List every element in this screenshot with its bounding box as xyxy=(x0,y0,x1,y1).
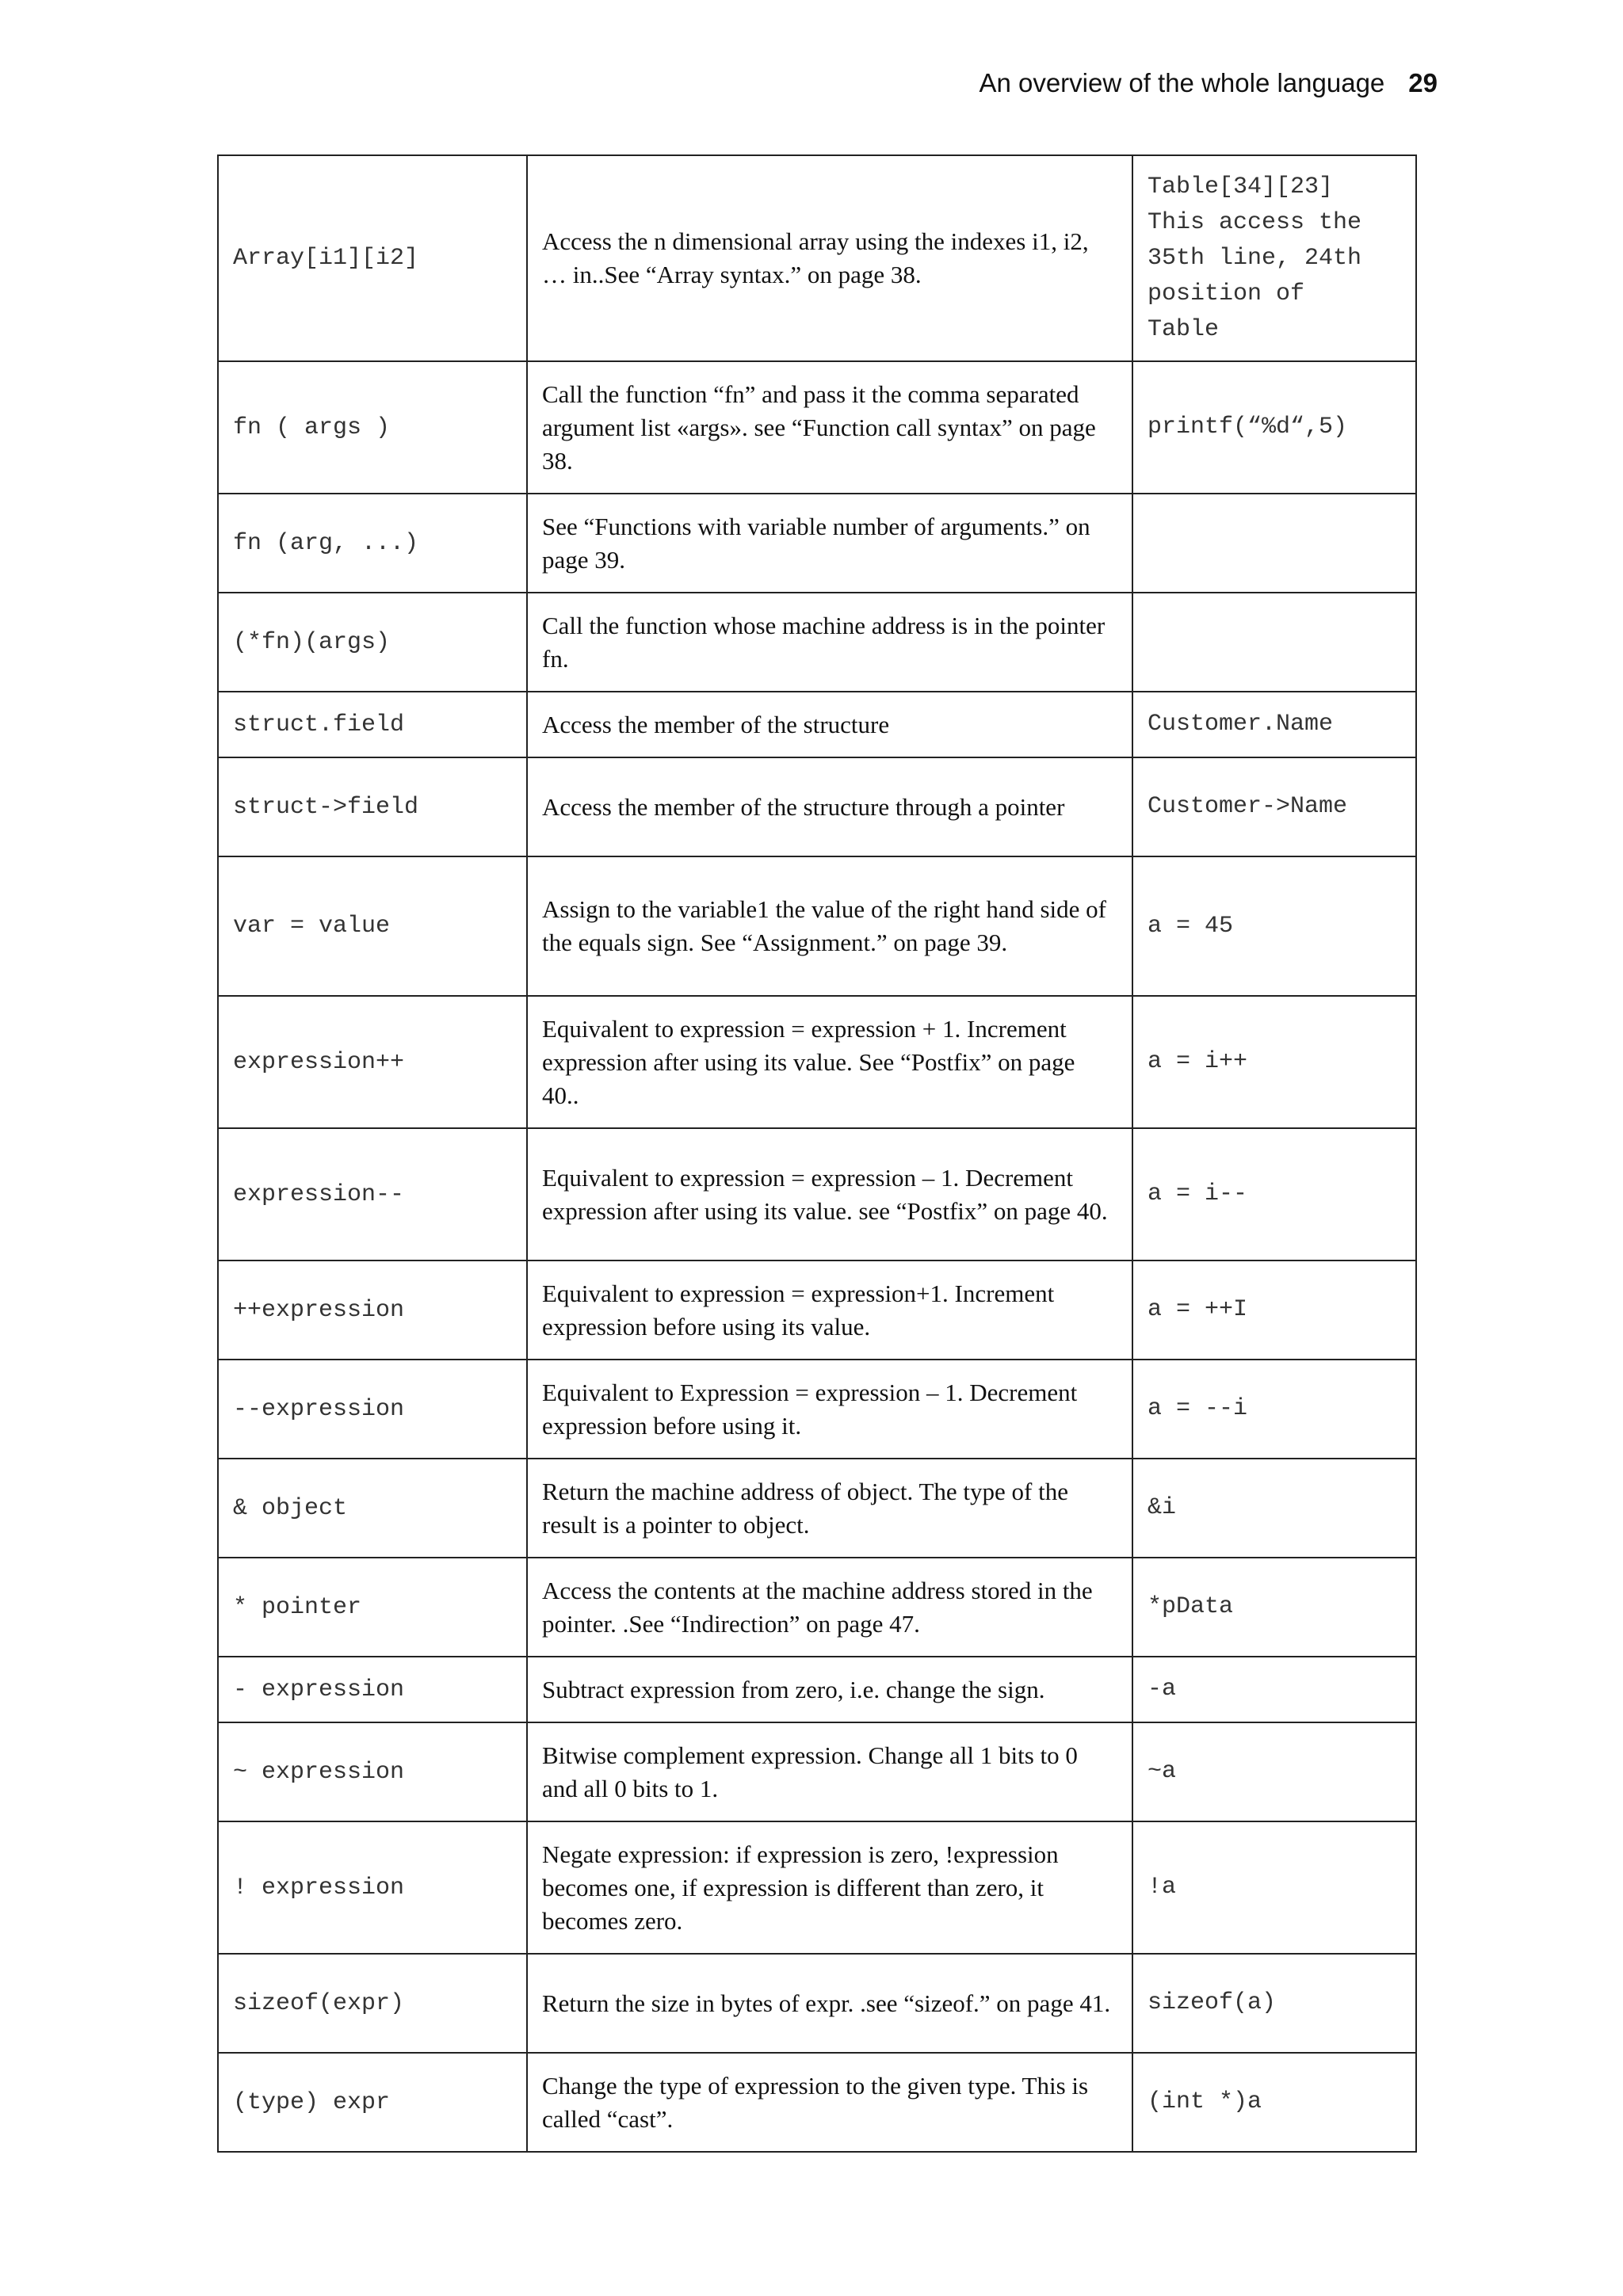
table-row xyxy=(218,996,1416,1128)
syntax-cell: struct.field xyxy=(218,692,527,757)
syntax-cell: Array[i1][i2] xyxy=(218,155,527,361)
syntax-cell: var = value xyxy=(218,856,527,996)
description-cell: Subtract expression from zero, i.e. change the sign. xyxy=(527,1657,1132,1722)
syntax-cell: expression++ xyxy=(218,996,527,1128)
table-row xyxy=(218,155,1416,361)
syntax-cell: * pointer xyxy=(218,1558,527,1657)
example-cell: (int *)a xyxy=(1132,2053,1416,2152)
example-cell: ~a xyxy=(1132,1722,1416,1821)
example-cell xyxy=(1132,494,1416,593)
example-cell: Table[34][23] This access the 35th line, 24th position of Table xyxy=(1132,155,1416,361)
table-row xyxy=(218,593,1416,692)
description-cell: Access the n dimensional array using the indexes i1, i2, … in..See “Array syntax.” on page 38. xyxy=(527,155,1132,361)
description-cell: Change the type of expression to the given type. This is called “cast”. xyxy=(527,2053,1132,2152)
description-cell: Equivalent to expression = expression + 1. Increment expression after using its value. See “Postfix” on page 40.. xyxy=(527,996,1132,1128)
example-cell: Customer->Name xyxy=(1132,757,1416,856)
syntax-cell: sizeof(expr) xyxy=(218,1954,527,2053)
description-cell: Equivalent to Expression = expression – 1. Decrement expression before using it. xyxy=(527,1360,1132,1459)
table-row xyxy=(218,757,1416,856)
description-cell: Return the size in bytes of expr. .see “sizeof.” on page 41. xyxy=(527,1954,1132,2053)
table-row xyxy=(218,361,1416,494)
syntax-cell: expression-- xyxy=(218,1128,527,1261)
description-cell: Negate expression: if expression is zero, !expression becomes one, if expression is different than zero, it becomes zero. xyxy=(527,1821,1132,1954)
table-row xyxy=(218,1954,1416,2053)
table-row xyxy=(218,1360,1416,1459)
page-number: 29 xyxy=(1408,68,1438,97)
example-cell xyxy=(1132,593,1416,692)
description-cell: Access the member of the structure xyxy=(527,692,1132,757)
table-row xyxy=(218,1821,1416,1954)
example-cell: Customer.Name xyxy=(1132,692,1416,757)
syntax-cell: struct->field xyxy=(218,757,527,856)
running-head-title: An overview of the whole language xyxy=(979,68,1385,97)
description-cell: Assign to the variable1 the value of the right hand side of the equals sign. See “Assignment.” on page 39. xyxy=(527,856,1132,996)
syntax-cell: ! expression xyxy=(218,1821,527,1954)
syntax-cell: --expression xyxy=(218,1360,527,1459)
syntax-cell: (*fn)(args) xyxy=(218,593,527,692)
description-cell: Call the function whose machine address is in the pointer fn. xyxy=(527,593,1132,692)
table-row xyxy=(218,856,1416,996)
syntax-cell: - expression xyxy=(218,1657,527,1722)
operator-table xyxy=(217,154,1417,2153)
example-cell: a = 45 xyxy=(1132,856,1416,996)
example-cell: -a xyxy=(1132,1657,1416,1722)
description-cell: Call the function “fn” and pass it the comma separated argument list «args». see “Function call syntax” on page 38. xyxy=(527,361,1132,494)
table-row xyxy=(218,494,1416,593)
table-row xyxy=(218,1128,1416,1261)
syntax-cell: ~ expression xyxy=(218,1722,527,1821)
example-cell: a = ++I xyxy=(1132,1261,1416,1360)
table-row xyxy=(218,1657,1416,1722)
description-cell: Bitwise complement expression. Change all 1 bits to 0 and all 0 bits to 1. xyxy=(527,1722,1132,1821)
description-cell: Equivalent to expression = expression – 1. Decrement expression after using its value. see “Postfix” on page 40. xyxy=(527,1128,1132,1261)
example-cell: &i xyxy=(1132,1459,1416,1558)
running-head xyxy=(979,68,1438,98)
syntax-cell: (type) expr xyxy=(218,2053,527,2152)
table-row xyxy=(218,692,1416,757)
example-cell: a = i-- xyxy=(1132,1128,1416,1261)
description-cell: Equivalent to expression = expression+1. Increment expression before using its value. xyxy=(527,1261,1132,1360)
description-cell: Access the member of the structure through a pointer xyxy=(527,757,1132,856)
table-row xyxy=(218,1261,1416,1360)
operator-table-body xyxy=(218,155,1416,2152)
example-cell: !a xyxy=(1132,1821,1416,1954)
example-cell: *pData xyxy=(1132,1558,1416,1657)
table-row xyxy=(218,1558,1416,1657)
syntax-cell: & object xyxy=(218,1459,527,1558)
table-row xyxy=(218,1722,1416,1821)
table-row xyxy=(218,1459,1416,1558)
description-cell: See “Functions with variable number of arguments.” on page 39. xyxy=(527,494,1132,593)
example-cell: a = i++ xyxy=(1132,996,1416,1128)
syntax-cell: fn ( args ) xyxy=(218,361,527,494)
example-cell: a = --i xyxy=(1132,1360,1416,1459)
description-cell: Return the machine address of object. The type of the result is a pointer to object. xyxy=(527,1459,1132,1558)
example-cell: sizeof(a) xyxy=(1132,1954,1416,2053)
syntax-cell: ++expression xyxy=(218,1261,527,1360)
example-cell: printf(“%d“,5) xyxy=(1132,361,1416,494)
table-row xyxy=(218,2053,1416,2152)
syntax-cell: fn (arg, ...) xyxy=(218,494,527,593)
description-cell: Access the contents at the machine address stored in the pointer. .See “Indirection” on page 47. xyxy=(527,1558,1132,1657)
